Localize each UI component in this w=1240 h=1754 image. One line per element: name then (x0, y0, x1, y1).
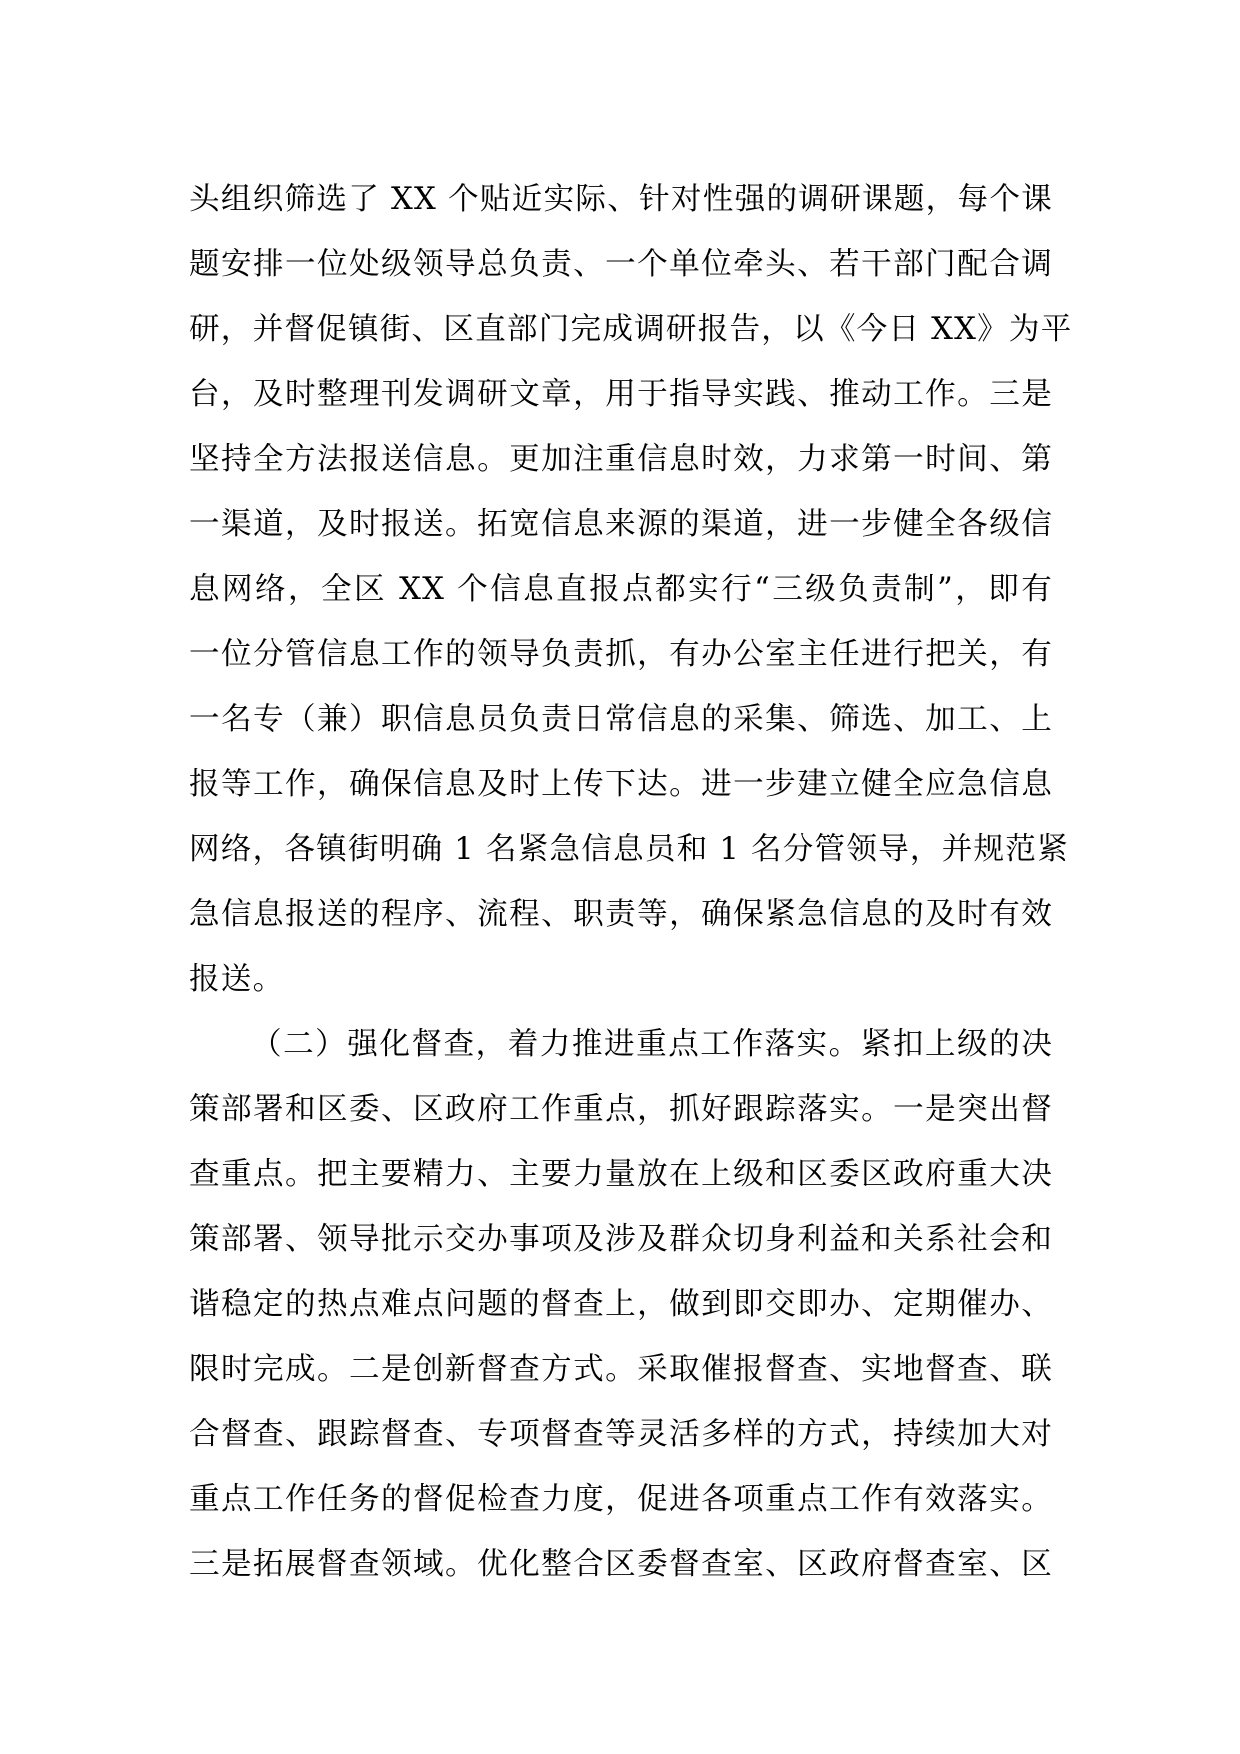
text-line: 息网络，全区 XX 个信息直报点都实行“三级负责制”，即有 (189, 572, 1053, 607)
text-line: 急信息报送的程序、流程、职责等，确保紧急信息的及时有效 (189, 897, 1053, 932)
document-page (189, 167, 1073, 1597)
text-line: 合督查、跟踪督查、专项督查等灵活多样的方式，持续加大对 (189, 1417, 1053, 1452)
text-line: 查重点。把主要精力、主要力量放在上级和区委区政府重大决 (189, 1157, 1053, 1192)
text-line: 网络，各镇街明确 1 名紧急信息员和 1 名分管领导，并规范紧 (189, 832, 1069, 867)
text-line: （二）强化督查，着力推进重点工作落实。紧扣上级的决 (251, 1027, 1053, 1062)
text-line: 重点工作任务的督促检查力度，促进各项重点工作有效落实。 (189, 1482, 1053, 1517)
text-line: 报等工作，确保信息及时上传下达。进一步建立健全应急信息 (189, 767, 1053, 802)
paragraph-supervision (189, 1012, 1053, 1597)
text-line: 坚持全方法报送信息。更加注重信息时效，力求第一时间、第 (189, 442, 1053, 477)
text-line: 三是拓展督查领域。优化整合区委督查室、区政府督查室、区 (189, 1547, 1053, 1582)
text-line: 头组织筛选了 XX 个贴近实际、针对性强的调研课题，每个课 (189, 182, 1053, 217)
text-line: 报送。 (189, 962, 285, 997)
text-line: 一名专（兼）职信息员负责日常信息的采集、筛选、加工、上 (189, 702, 1053, 737)
text-line: 一位分管信息工作的领导负责抓，有办公室主任进行把关，有 (189, 637, 1053, 672)
text-line: 策部署、领导批示交办事项及涉及群众切身利益和关系社会和 (189, 1222, 1053, 1257)
text-line: 一渠道，及时报送。拓宽信息来源的渠道，进一步健全各级信 (189, 507, 1053, 542)
text-line: 题安排一位处级领导总负责、一个单位牵头、若干部门配合调 (189, 247, 1053, 282)
text-line: 策部署和区委、区政府工作重点，抓好跟踪落实。一是突出督 (189, 1092, 1053, 1127)
text-line: 谐稳定的热点难点问题的督查上，做到即交即办、定期催办、 (189, 1287, 1053, 1322)
text-line: 研，并督促镇街、区直部门完成调研报告，以《今日 XX》为平 (189, 312, 1073, 347)
text-line: 限时完成。二是创新督查方式。采取催报督查、实地督查、联 (189, 1352, 1053, 1387)
text-line: 台，及时整理刊发调研文章，用于指导实践、推动工作。三是 (189, 377, 1053, 412)
paragraph-information-reporting (189, 167, 1073, 1012)
